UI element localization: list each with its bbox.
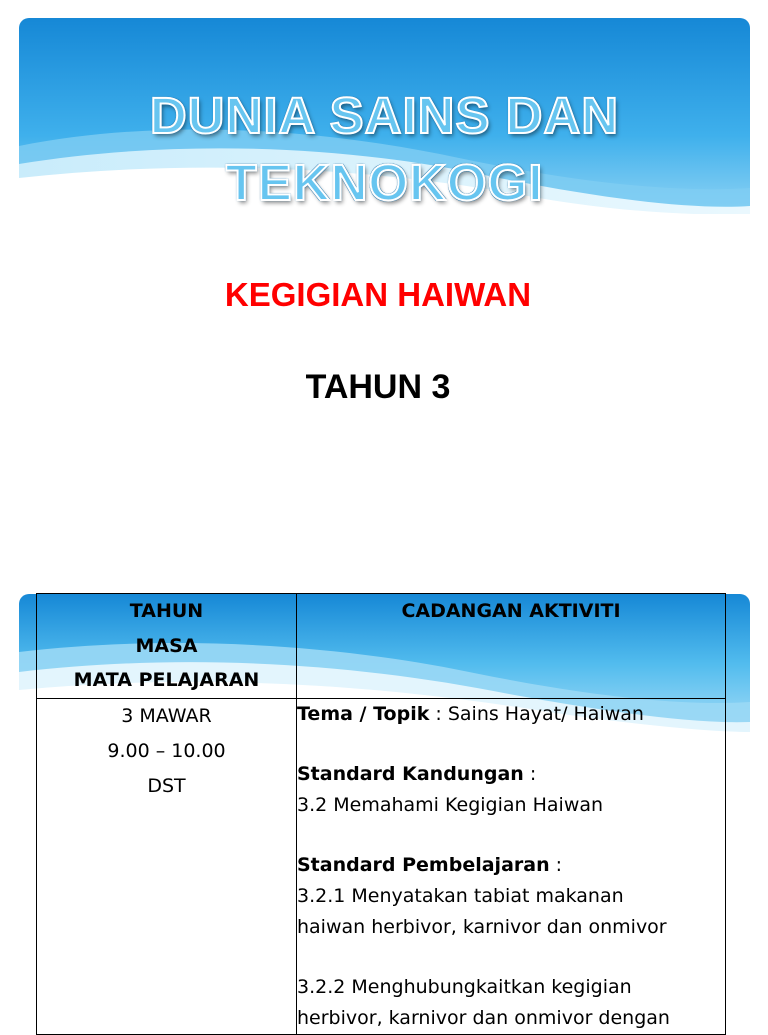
title-line-1: DUNIA SAINS DAN <box>149 87 620 144</box>
header-cell-tahun <box>37 594 297 699</box>
sp-label: Standard Pembelajaran <box>297 854 550 876</box>
tema-value: : Sains Hayat/ Haiwan <box>429 703 644 725</box>
table-header-row <box>37 594 726 699</box>
spacer <box>297 943 725 972</box>
sk-heading <box>297 759 725 790</box>
slide-2 <box>0 560 768 1029</box>
table-row <box>37 699 726 1035</box>
tema-label: Tema / Topik <box>297 703 430 725</box>
sp-item-2-line-2: herbivor, karnivor dan onmivor dengan <box>297 1007 670 1029</box>
year-label: TAHUN 3 <box>305 368 451 406</box>
class-time: 9.00 – 10.00 <box>107 740 226 762</box>
header-cell-cadangan-aktiviti <box>297 594 726 699</box>
sp-item-1-line-2: haiwan herbivor, karnivor dan onmivor <box>297 916 667 938</box>
activity-cell <box>297 699 726 1035</box>
sp-heading <box>297 850 725 881</box>
sp-item-1-line-1: 3.2.1 Menyatakan tabiat makanan <box>297 885 624 907</box>
header-mata-pelajaran: MATA PELAJARAN <box>73 669 260 691</box>
slide-title <box>19 82 750 216</box>
slide-subtitle: KEGIGIAN HAIWAN <box>224 276 532 313</box>
class-info-cell <box>37 699 297 1035</box>
spacer <box>297 730 725 759</box>
sk-colon: : <box>523 763 537 785</box>
sp-colon: : <box>549 854 563 876</box>
class-subject: DST <box>147 775 186 797</box>
header-masa: MASA <box>135 634 198 657</box>
spacer <box>297 821 725 850</box>
title-line-2: TEKNOKOGI <box>225 154 544 211</box>
sp-item-2-line-1: 3.2.2 Menghubungkaitkan kegigian <box>297 976 632 998</box>
class-name: 3 MAWAR <box>121 705 212 727</box>
lesson-plan-table <box>36 593 726 1035</box>
sk-label: Standard Kandungan <box>297 763 524 785</box>
header-cadangan-aktiviti: CADANGAN AKTIVITI <box>401 600 621 622</box>
header-tahun: TAHUN <box>129 600 204 622</box>
tema-line <box>297 699 725 730</box>
sk-value: 3.2 Memahami Kegigian Haiwan <box>297 794 604 816</box>
